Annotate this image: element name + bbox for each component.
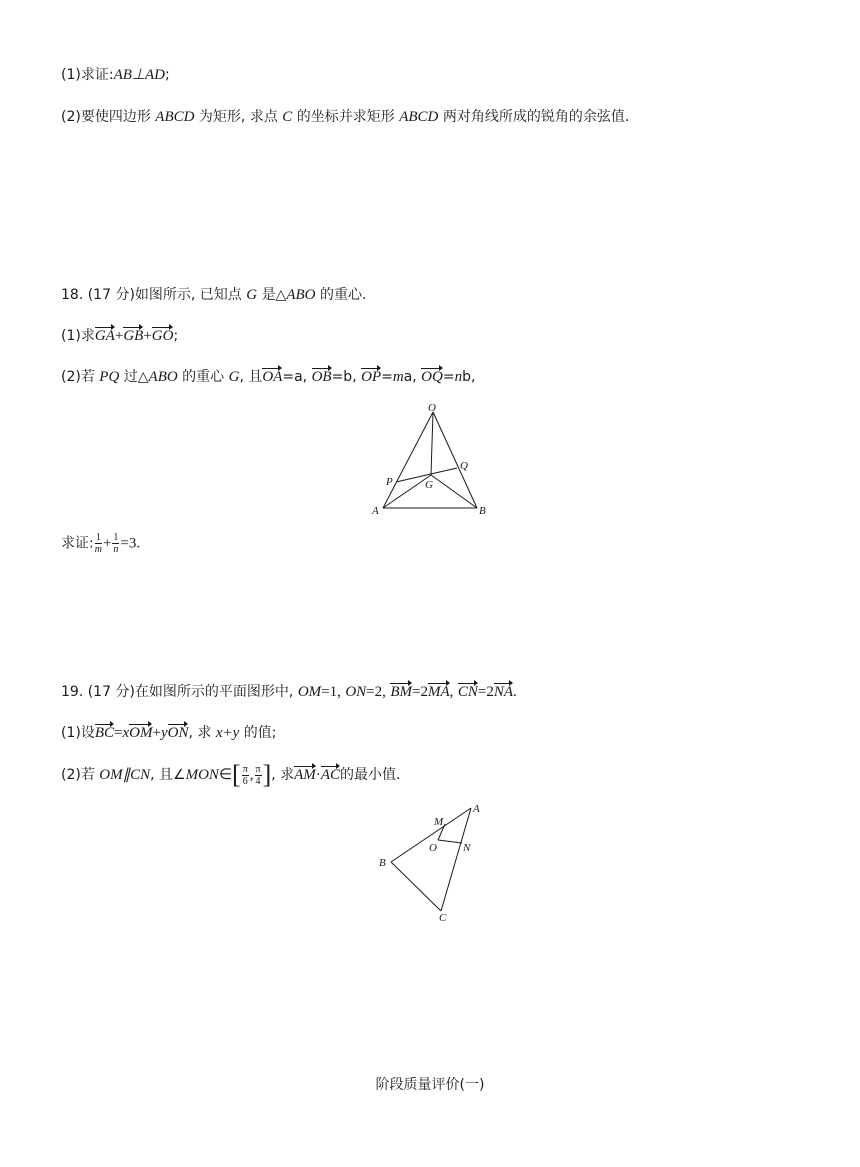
q18-prove-end: =3. — [120, 535, 141, 552]
q19-eq2: =2, — [366, 684, 386, 700]
fraction-denominator: n — [113, 544, 119, 555]
left-bracket: [ — [232, 760, 241, 789]
q18-part2-text3: 的重心 — [182, 369, 225, 385]
vector-cn: CN — [457, 684, 478, 700]
q19-part1-text1: , 求 — [188, 725, 212, 741]
q19-part2-label: (2)若 — [61, 767, 95, 783]
q19-eq3: =2 — [412, 684, 428, 700]
q19-om: OM — [297, 684, 322, 700]
q18-part2-eq3a: = — [381, 369, 393, 385]
q17-part2-text1: (2)要使四边形 — [61, 109, 151, 125]
q19-eq4: =2 — [477, 684, 494, 700]
q17-part2-c: C — [282, 109, 293, 125]
q18-part2-eq4a: = — [442, 369, 455, 385]
q18-part2-eq1: =a, — [282, 369, 312, 385]
label-g: G — [425, 479, 433, 491]
fraction-denominator: m — [94, 544, 102, 555]
vector-on: ON — [167, 725, 189, 741]
vector-op: OP — [361, 369, 382, 385]
q18-part2-eq4b: b, — [462, 369, 476, 385]
vector-gb: GB — [123, 328, 144, 344]
q19-part1-plus: + — [152, 725, 161, 741]
q19-part2-in: ∈ — [218, 767, 233, 783]
q19-sep: , — [449, 684, 454, 700]
vector-oa: OA — [262, 369, 283, 385]
fraction-1-over-n — [112, 532, 119, 555]
label-b: B — [379, 857, 386, 869]
vector-ob: OB — [311, 369, 332, 385]
label-o: O — [429, 842, 437, 854]
q18-heading-abo: ABO — [286, 287, 316, 303]
q18-part2-eq3b: a, — [403, 369, 422, 385]
q18-part2-g: G — [228, 369, 240, 385]
q19-part1-x: x — [122, 725, 130, 741]
q18-heading-text3: 的重心. — [319, 287, 367, 303]
vector-na: NA — [493, 684, 513, 700]
label-m: M — [434, 816, 444, 828]
vector-bm: BM — [390, 684, 412, 700]
q17-part2-abcd: ABCD — [155, 109, 195, 125]
q19-part1 — [61, 723, 276, 743]
q18-part2 — [61, 367, 475, 387]
q18-heading-text2: 是△ — [261, 287, 287, 303]
q19-part2-text3: 的最小值. — [339, 767, 401, 783]
q19-part2-comma: , — [249, 767, 254, 783]
triangle-abo-figure — [360, 398, 500, 520]
q19-part2 — [61, 760, 401, 789]
q18-part2-text1: (2)若 — [61, 369, 95, 385]
fraction-numerator: 1 — [95, 532, 101, 543]
q18-part2-n: n — [454, 369, 463, 385]
label-a: A — [473, 803, 480, 815]
q18-heading — [61, 285, 366, 305]
q17-part1-label: (1)求证: — [61, 67, 114, 83]
label-o: O — [428, 402, 436, 414]
q19-part1-label: (1)设 — [61, 725, 95, 741]
q18-part2-abo: ABO — [148, 369, 178, 385]
q19-part1-eq: = — [114, 725, 123, 741]
q17-part2-abcd2: ABCD — [399, 109, 439, 125]
fraction-numerator: π — [255, 763, 261, 775]
q17-part2-text2: 为矩形, 求点 — [198, 109, 278, 125]
q18-prove — [61, 532, 140, 555]
vector-om: OM — [129, 725, 153, 741]
vector-go: GO — [151, 328, 174, 344]
fraction-pi-over-6 — [242, 764, 249, 787]
q18-heading-text1: 18. (17 分)如图所示, 已知点 — [61, 287, 242, 303]
label-q: Q — [460, 460, 468, 472]
vector-bc: BC — [94, 725, 115, 741]
fraction-denominator: 6 — [242, 775, 248, 787]
q19-part1-text2: 的值; — [243, 725, 277, 741]
q18-part1-end: ; — [173, 328, 179, 344]
label-b: B — [479, 505, 486, 517]
q19-on: ON — [345, 684, 367, 700]
q18-prove-label: 求证: — [61, 535, 94, 552]
q19-part1-xy: x+y — [215, 725, 240, 741]
q19-heading-end: . — [513, 684, 517, 700]
q17-part2-text4: 两对角线所成的锐角的余弦值. — [442, 109, 630, 125]
vector-ac: AC — [320, 767, 340, 783]
q19-part2-mon: MON — [185, 767, 219, 783]
vector-am: AM — [294, 767, 316, 783]
q19-part1-y: y — [160, 725, 168, 741]
label-a: A — [372, 505, 379, 517]
quadrilateral-figure — [375, 800, 495, 925]
q17-part2 — [61, 107, 629, 127]
vector-oq: OQ — [421, 369, 443, 385]
q18-plus-1: + — [114, 328, 124, 344]
fraction-pi-over-4 — [255, 764, 262, 787]
page-footer: 阶段质量评价(一) — [375, 1077, 485, 1093]
q19-heading-text: 19. (17 分)在如图所示的平面图形中, — [61, 684, 294, 700]
q17-part1-end: ; — [164, 67, 170, 83]
q18-part1 — [61, 326, 178, 346]
q18-part1-label: (1)求 — [61, 328, 95, 344]
fraction-numerator: π — [242, 763, 248, 775]
fraction-denominator: 4 — [255, 775, 261, 787]
right-bracket: ] — [262, 760, 272, 789]
q19-eq1: =1, — [321, 684, 341, 700]
q17-part2-text3: 的坐标并求矩形 — [296, 109, 395, 125]
q17-part1 — [61, 65, 170, 85]
q18-part2-text2: 过△ — [123, 369, 149, 385]
q18-part2-eq2: =b, — [331, 369, 362, 385]
q19-heading — [61, 682, 517, 702]
label-p: P — [386, 476, 393, 488]
q19-part2-cond: OM∥CN — [99, 767, 151, 783]
q18-part2-pq: PQ — [99, 369, 120, 385]
q17-part1-expr: AB⊥AD — [113, 67, 165, 83]
label-n: N — [463, 842, 471, 854]
fraction-1-over-m — [95, 532, 102, 555]
fraction-numerator: 1 — [113, 532, 119, 543]
vector-ga: GA — [94, 328, 115, 344]
q19-part2-text1: , 且∠ — [150, 767, 186, 783]
q18-heading-g: G — [246, 287, 258, 303]
q18-part2-m: m — [392, 369, 404, 385]
vector-ma: MA — [427, 684, 450, 700]
q18-part2-text4: , 且 — [239, 369, 263, 385]
q19-part2-dot: · — [315, 767, 321, 783]
q18-plus-2: + — [143, 328, 152, 344]
q19-part2-text2: , 求 — [271, 767, 295, 783]
label-c: C — [439, 912, 447, 924]
q18-prove-plus: + — [102, 535, 112, 552]
